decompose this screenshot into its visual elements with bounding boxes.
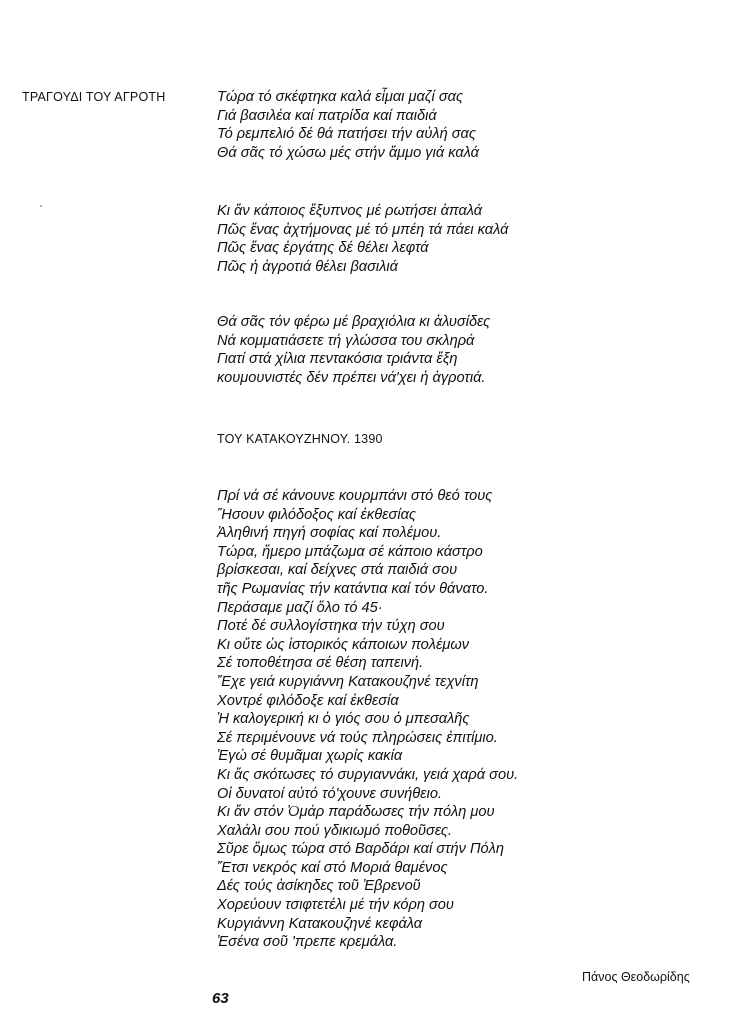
verse-line: Χοντρέ φιλόδοξε καί ἐκθεσία (217, 692, 399, 709)
verse-line: Πρί νά σέ κάνουνε κουρμπάνι στό θεό τους (217, 488, 493, 504)
verse-line: Γιά βασιλέα καί πατρίδα καί παιδιά (217, 107, 437, 124)
verse-line: Οἱ δυνατοί αὐτό τό'χουνε συνήθειο. (217, 785, 442, 802)
verse-line: Ποτέ δέ συλλογίστηκα τήν τύχη σου (217, 618, 445, 635)
author-signature: Πάνος Θεοδωρίδης (582, 970, 690, 984)
scan-speck (40, 205, 42, 207)
page-number: 63 (212, 990, 229, 1007)
verse-line: Πῶς ἡ ἀγροτιά θέλει βασιλιά (217, 258, 398, 275)
verse-line: Ἀληθινή πηγή σοφίας καί πολέμου. (217, 525, 442, 542)
verse-line: Δές τούς ἀσίκηδες τοῦ Ἐβρενοῦ (217, 878, 421, 895)
verse-line: τῆς Ρωμανίας τήν κατάντια καί τόν θάνατο. (217, 580, 489, 597)
verse-line: Ἡ καλογερική κι ὁ γιός σου ὁ μπεσαλῆς (217, 711, 470, 728)
verse-line: Πῶς ἕνας ἐργάτης δέ θέλει λεφτά (217, 240, 429, 257)
poem-2-title: ΤΟΥ ΚΑΤΑΚΟΥΖΗΝΟΥ. 1390 (217, 432, 383, 446)
verse-line: Θά σᾶς τό χώσω μές στήν ἄμμο γιά καλά (217, 144, 479, 161)
verse-line: Ἤσουν φιλόδοξος καί ἐκθεσίας (217, 506, 417, 523)
poem-1-stanza-2 (217, 202, 508, 276)
verse-line: Κι οὔτε ὡς ἱστορικός κάποιων πολέμων (217, 636, 470, 653)
verse-line: Ἔτσι νεκρός καί στό Μοριά θαμένος (217, 859, 448, 876)
verse-line: Σέ τοποθέτησα σέ θέση ταπεινή. (217, 655, 424, 672)
verse-line: Τώρα τό σκέφτηκα καλά εἶμαι μαζί σας (217, 89, 464, 105)
verse-line: Τό ρεμπελιό δέ θά πατήσει τήν αὐλή σας (217, 126, 476, 143)
verse-line: κουμουνιστές δέν πρέπει νά'χει ἡ ἀγροτιά. (217, 369, 486, 386)
verse-line: Νά κομματιάσετε τή γλώσσα του σκληρά (217, 332, 475, 349)
poem-2-body (217, 487, 518, 952)
verse-line: Ἐσένα σοῦ 'πρεπε κρεμάλα. (217, 934, 398, 951)
verse-line: Σέ περιμένουνε νά τούς πληρώσεις ἐπιτίμιο. (217, 729, 498, 746)
verse-line: Ἐγώ σέ θυμᾶμαι χωρίς κακία (217, 748, 403, 765)
verse-line: Ἔχε γειά κυργιάννη Κατακουζηνέ τεχνίτη (217, 673, 479, 690)
verse-line: Τώρα, ἥμερο μπάζωμα σέ κάποιο κάστρο (217, 543, 483, 560)
verse-line: Κι ἄς σκότωσες τό συργιαννάκι, γειά χαρά σου. (217, 766, 519, 783)
verse-line: Κι ἄν στόν Ὀμάρ παράδωσες τήν πόλη μου (217, 804, 495, 821)
verse-line: Χορεύουν τσιφτετέλι μέ τήν κόρη σου (217, 897, 454, 914)
verse-line: Πῶς ἕνας ἀχτήμονας μέ τό μπέη τά πάει καλά (217, 221, 509, 238)
verse-line: Χαλάλι σου πού γδικιωμό ποθοῦσες. (217, 822, 453, 839)
verse-line: Θά σᾶς τόν φέρω μέ βραχιόλια κι ἁλυσίδες (217, 314, 491, 330)
poem-1-stanza-3 (217, 313, 490, 387)
verse-line: βρίσκεσαι, καί δείχνες στά παιδιά σου (217, 562, 458, 579)
verse-line: Περάσαμε μαζί ὅλο τό 45· (217, 599, 383, 616)
verse-line: Γιατί στά χίλια πεντακόσια τριάντα ἔξη (217, 351, 458, 368)
verse-line: Σῦρε ὅμως τώρα στό Βαρδάρι καί στήν Πόλη (217, 841, 504, 858)
verse-line: Κι ἄν κάποιος ἔξυπνος μέ ρωτήσει ἁπαλά (217, 203, 483, 219)
verse-line: Κυργιάννη Κατακουζηνέ κεφάλα (217, 915, 423, 932)
poem-1-title: ΤΡΑΓΟΥΔΙ ΤΟΥ ΑΓΡΟΤΗ (22, 90, 166, 104)
poem-1-stanza-1 (217, 88, 479, 162)
